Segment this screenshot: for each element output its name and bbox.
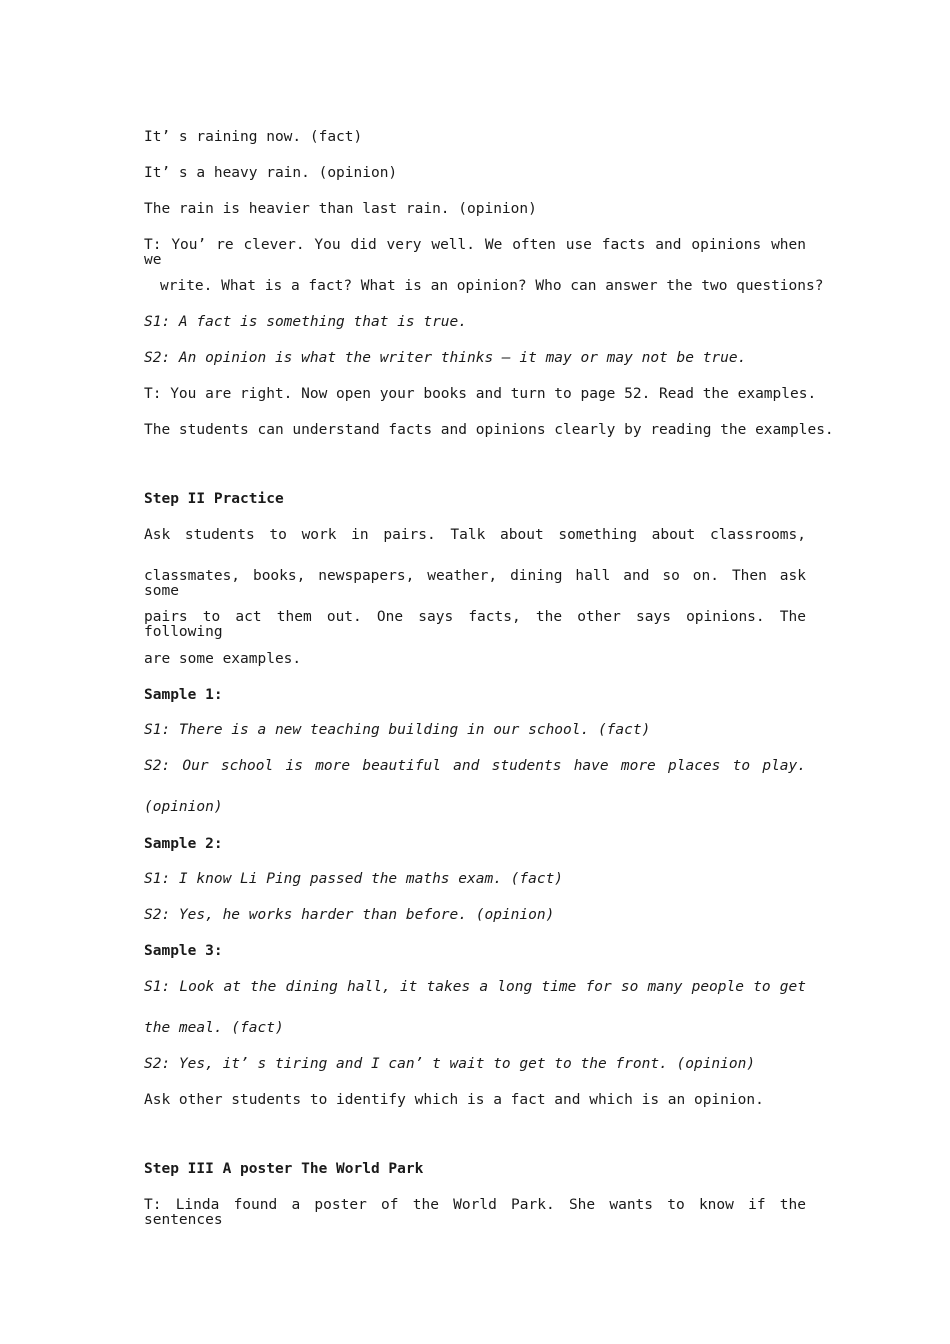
- dialogue-line: S1: I know Li Ping passed the maths exam. (fact): [144, 871, 564, 887]
- section-heading: Step III A poster The World Park: [144, 1161, 424, 1177]
- text-line: T: You are right. Now open your books and turn to page 52. Read the examples.: [144, 386, 817, 402]
- paragraph-line: T: Linda found a poster of the World Park. She wants to know if the sentences: [144, 1197, 806, 1228]
- sample-heading: Sample 3:: [144, 943, 223, 959]
- paragraph-line: Ask other students to identify which is a fact and which is an opinion.: [144, 1092, 764, 1108]
- dialogue-line: S2: Yes, he works harder than before. (opinion): [144, 907, 555, 923]
- paragraph-line: Ask students to work in pairs. Talk about something about classrooms,: [144, 527, 806, 543]
- dialogue-line: S1: There is a new teaching building in our school. (fact): [144, 722, 651, 738]
- dialogue-line: S2: An opinion is what the writer thinks — it may or may not be true.: [144, 350, 747, 366]
- paragraph-line: classmates, books, newspapers, weather, dining hall and so on. Then ask some: [144, 568, 806, 599]
- dialogue-line: S1: Look at the dining hall, it takes a long time for so many people to get: [144, 979, 806, 995]
- text-line: It’ s raining now. (fact): [144, 129, 363, 145]
- text-line: write. What is a fact? What is an opinion? Who can answer the two questions?: [160, 278, 824, 294]
- text-line: It’ s a heavy rain. (opinion): [144, 165, 398, 181]
- dialogue-line: (opinion): [144, 799, 223, 815]
- text-line: The rain is heavier than last rain. (opinion): [144, 201, 537, 217]
- paragraph-line: are some examples.: [144, 651, 302, 667]
- section-heading: Step II Practice: [144, 491, 284, 507]
- dialogue-line: the meal. (fact): [144, 1020, 284, 1036]
- dialogue-line: S2: Our school is more beautiful and students have more places to play.: [144, 758, 806, 774]
- paragraph-line: pairs to act them out. One says facts, the other says opinions. The following: [144, 609, 806, 640]
- sample-heading: Sample 2:: [144, 836, 223, 852]
- dialogue-line: S1: A fact is something that is true.: [144, 314, 468, 330]
- sample-heading: Sample 1:: [144, 687, 223, 703]
- text-line: The students can understand facts and opinions clearly by reading the examples.: [144, 422, 834, 438]
- text-line: T: You’ re clever. You did very well. We often use facts and opinions when we: [144, 237, 806, 268]
- dialogue-line: S2: Yes, it’ s tiring and I can’ t wait to get to the front. (opinion): [144, 1056, 756, 1072]
